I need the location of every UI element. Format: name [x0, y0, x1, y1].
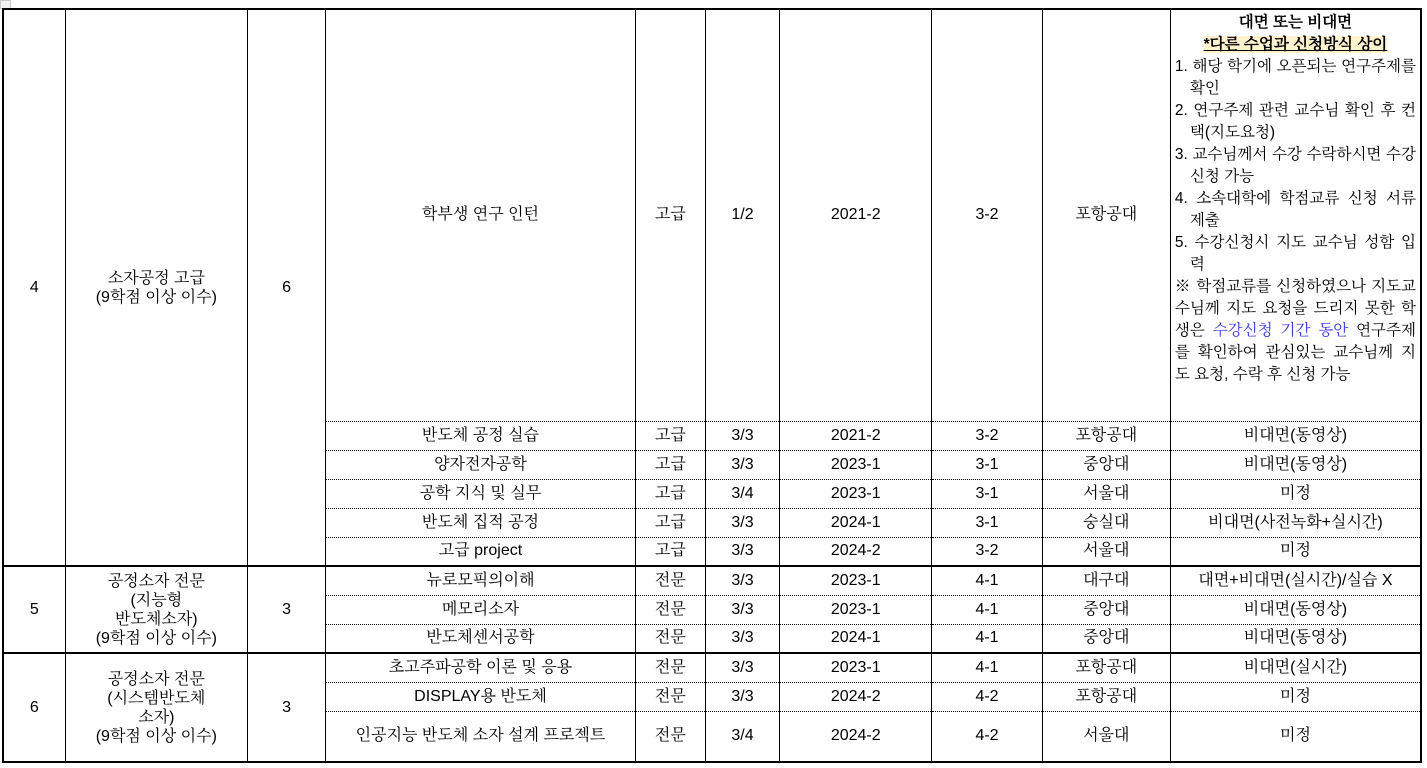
- term-cell: 2021-2: [780, 421, 932, 450]
- grade-semester-cell: 4-1: [932, 624, 1042, 653]
- course-row: [3, 566, 1421, 595]
- grade-semester-cell: 4-2: [932, 711, 1042, 762]
- term-cell: 2023-1: [780, 566, 932, 595]
- remark-cell: 비대면(동영상): [1170, 450, 1421, 479]
- credit-ratio-cell: 3/3: [705, 421, 779, 450]
- notice-step: 4. 소속대학에 학점교류 신청 서류 제출: [1174, 190, 1416, 229]
- university-cell: 중앙대: [1042, 624, 1170, 653]
- level-cell: 전문: [635, 711, 705, 762]
- level-cell: 고급: [635, 9, 705, 421]
- university-cell: 중앙대: [1042, 450, 1170, 479]
- university-cell: 포항공대: [1042, 653, 1170, 682]
- notice-step: 1. 해당 학기에 오픈되는 연구주제를 확인: [1174, 58, 1416, 97]
- category-line: (9학점 이상 이수): [95, 629, 217, 647]
- credit-ratio-cell: 3/3: [705, 624, 779, 653]
- notice-note-text: ※ 학점교류를 신청하였으나 지도교수님께 지도 요청을 드리지 못한 학생은: [1174, 278, 1416, 339]
- remark-cell: 비대면(사전녹화+실시간): [1170, 508, 1421, 537]
- course-name-cell: 초고주파공학 이론 및 응용: [326, 653, 636, 682]
- category-cell: [65, 653, 247, 762]
- grade-semester-cell: 3-1: [932, 479, 1042, 508]
- notice-note-text: 연구주제를 확인하여 관심있는 교수님께 지도 요청, 수락 후 신청 가능: [1174, 322, 1416, 383]
- notice-step: 5. 수강신청시 지도 교수님 성함 입력: [1174, 234, 1416, 273]
- level-cell: 전문: [635, 624, 705, 653]
- course-row: [3, 653, 1421, 682]
- university-cell: 포항공대: [1042, 9, 1170, 421]
- university-cell: 중앙대: [1042, 595, 1170, 624]
- credit-ratio-cell: 3/4: [705, 479, 779, 508]
- term-cell: 2024-2: [780, 682, 932, 711]
- notice-note-blue-text: 수강신청 기간 동안: [1212, 322, 1349, 339]
- category-line: (시스템반도체: [107, 689, 206, 707]
- grade-semester-cell: 3-1: [932, 450, 1042, 479]
- remark-cell: 미정: [1170, 711, 1421, 762]
- level-cell: 고급: [635, 479, 705, 508]
- term-cell: 2024-1: [780, 624, 932, 653]
- row-number-cell: 6: [3, 653, 65, 762]
- remark-cell: 비대면(동영상): [1170, 595, 1421, 624]
- university-cell: 포항공대: [1042, 421, 1170, 450]
- category-line: (지능형: [130, 591, 183, 609]
- category-line: 소자): [138, 708, 175, 726]
- grade-semester-cell: 4-1: [932, 566, 1042, 595]
- level-cell: 전문: [635, 682, 705, 711]
- remark-cell: 비대면(동영상): [1170, 624, 1421, 653]
- credit-ratio-cell: 3/3: [705, 450, 779, 479]
- remark-cell: 미정: [1170, 682, 1421, 711]
- grade-semester-cell: 4-1: [932, 595, 1042, 624]
- course-name-cell: 인공지능 반도체 소자 설계 프로젝트: [326, 711, 636, 762]
- credits-cell: 3: [248, 566, 326, 653]
- level-cell: 고급: [635, 537, 705, 566]
- term-cell: 2023-1: [780, 653, 932, 682]
- credit-ratio-cell: 3/3: [705, 682, 779, 711]
- credit-ratio-cell: 3/3: [705, 537, 779, 566]
- university-cell: 서울대: [1042, 479, 1170, 508]
- category-cell: [65, 566, 247, 653]
- grade-semester-cell: 4-1: [932, 653, 1042, 682]
- credits-cell: 6: [248, 9, 326, 566]
- course-name-cell: 반도체 공정 실습: [326, 421, 636, 450]
- course-name-cell: 반도체센서공학: [326, 624, 636, 653]
- university-cell: 숭실대: [1042, 508, 1170, 537]
- notice-note: [1175, 276, 1416, 386]
- grade-semester-cell: 3-2: [932, 421, 1042, 450]
- level-cell: 고급: [635, 421, 705, 450]
- remark-cell: 미정: [1170, 479, 1421, 508]
- university-cell: 대구대: [1042, 566, 1170, 595]
- remark-cell: 대면+비대면(실시간)/실습 X: [1170, 566, 1421, 595]
- row-number-cell: 5: [3, 566, 65, 653]
- level-cell: 전문: [635, 653, 705, 682]
- course-name-cell: 반도체 집적 공정: [326, 508, 636, 537]
- term-cell: 2024-2: [780, 537, 932, 566]
- course-name-cell: 공학 지식 및 실무: [326, 479, 636, 508]
- credits-cell: 3: [248, 653, 326, 762]
- term-cell: 2023-1: [780, 479, 932, 508]
- notice-step: 3. 교수님께서 수강 수락하시면 수강신청 가능: [1174, 146, 1416, 185]
- notice-subtitle-text: *다른 수업과 신청방식 상이: [1203, 36, 1388, 53]
- notice-title: 대면 또는 비대면: [1238, 14, 1353, 31]
- course-name-cell: 고급 project: [326, 537, 636, 566]
- credit-ratio-cell: 1/2: [705, 9, 779, 421]
- credit-ratio-cell: 3/4: [705, 711, 779, 762]
- credit-ratio-cell: 3/3: [705, 653, 779, 682]
- level-cell: 고급: [635, 508, 705, 537]
- university-cell: 서울대: [1042, 711, 1170, 762]
- course-name-cell: 메모리소자: [326, 595, 636, 624]
- grade-semester-cell: 3-1: [932, 508, 1042, 537]
- credit-ratio-cell: 3/3: [705, 595, 779, 624]
- university-cell: 서울대: [1042, 537, 1170, 566]
- category-line: 소자공정 고급: [107, 269, 205, 287]
- category-line: (9학점 이상 이수): [95, 727, 217, 745]
- course-name-cell: 학부생 연구 인턴: [326, 9, 636, 421]
- category-line: 공정소자 전문: [107, 572, 205, 590]
- category-cell: [65, 9, 247, 566]
- course-exchange-table: [2, 8, 1422, 763]
- notice-step: 2. 연구주제 관련 교수님 확인 후 컨택(지도요청): [1174, 102, 1416, 141]
- category-line: 공정소자 전문: [107, 670, 205, 688]
- level-cell: 전문: [635, 595, 705, 624]
- course-name-cell: 뉴로모픽의이해: [326, 566, 636, 595]
- term-cell: 2024-1: [780, 508, 932, 537]
- term-cell: 2021-2: [780, 9, 932, 421]
- remark-cell: 비대면(동영상): [1170, 421, 1421, 450]
- university-cell: 포항공대: [1042, 682, 1170, 711]
- grade-semester-cell: 4-2: [932, 682, 1042, 711]
- category-line: (9학점 이상 이수): [95, 288, 217, 306]
- course-row: [3, 9, 1421, 421]
- remark-cell: 비대면(실시간): [1170, 653, 1421, 682]
- row-number-cell: 4: [3, 9, 65, 566]
- grade-semester-cell: 3-2: [932, 537, 1042, 566]
- notice-cell: [1170, 9, 1421, 421]
- credit-ratio-cell: 3/3: [705, 566, 779, 595]
- level-cell: 고급: [635, 450, 705, 479]
- term-cell: 2023-1: [780, 450, 932, 479]
- term-cell: 2023-1: [780, 595, 932, 624]
- term-cell: 2024-2: [780, 711, 932, 762]
- category-line: 반도체소자): [115, 610, 198, 628]
- remark-cell: 미정: [1170, 537, 1421, 566]
- course-name-cell: DISPLAY용 반도체: [326, 682, 636, 711]
- credit-ratio-cell: 3/3: [705, 508, 779, 537]
- course-name-cell: 양자전자공학: [326, 450, 636, 479]
- level-cell: 전문: [635, 566, 705, 595]
- grade-semester-cell: 3-2: [932, 9, 1042, 421]
- notice-subtitle: [1175, 34, 1416, 56]
